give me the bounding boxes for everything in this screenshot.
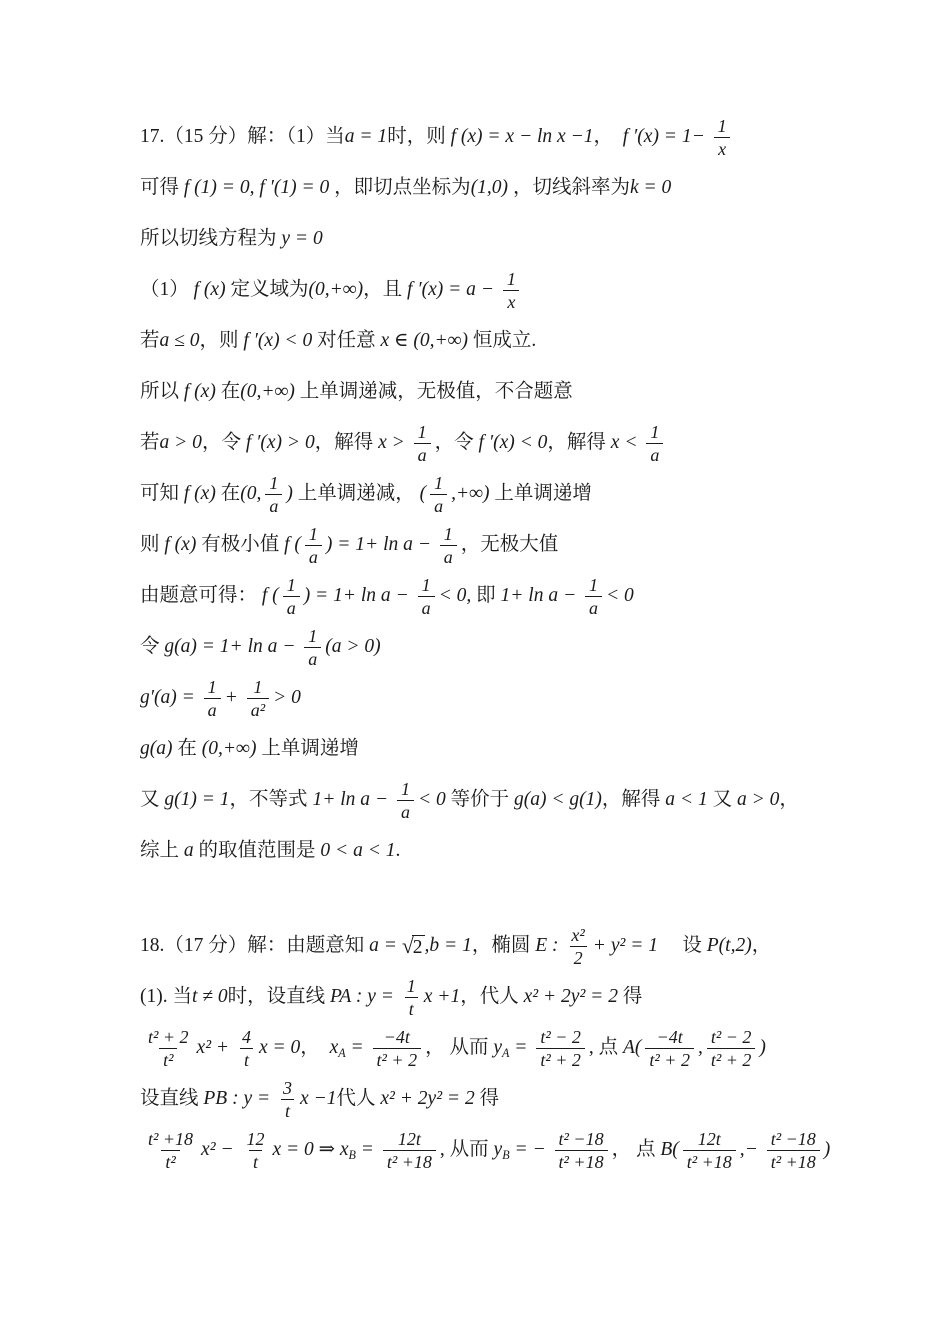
document-line: [140, 265, 890, 316]
text-run: 设: [657, 935, 707, 957]
text-run: 在: [172, 738, 202, 760]
math-run: (1,0): [470, 177, 509, 199]
text-run: 上单调递增: [256, 738, 359, 760]
fraction: [418, 575, 435, 618]
math-run: f (x): [183, 483, 216, 505]
text-run: 在: [215, 381, 241, 403]
math-run: g(a): [140, 738, 173, 760]
text-run: ，解得: [547, 432, 611, 454]
text-run: 得: [474, 1088, 500, 1110]
fraction: [536, 1027, 585, 1070]
fraction-numerator: 1: [308, 523, 318, 544]
math-run: ): [823, 1139, 831, 1161]
fraction-numerator: 4: [241, 1026, 251, 1047]
fraction-numerator: 1: [207, 676, 217, 697]
document-line: [140, 1074, 890, 1125]
text-run: 可得: [140, 177, 184, 199]
fraction: [585, 575, 602, 618]
question-18-solution: [140, 921, 890, 1176]
fraction: [767, 1129, 820, 1172]
text-run: 时，则: [387, 126, 451, 148]
fraction-numerator: 1: [253, 676, 263, 697]
document-line: [140, 673, 890, 724]
text-run: , 点: [588, 1037, 623, 1059]
math-run: f ′(x) = 1−: [622, 126, 710, 148]
fraction-numerator: −4t: [383, 1026, 410, 1047]
subscript-variable: $y_A$: [493, 1036, 510, 1061]
text-run: , 从而: [439, 1139, 494, 1161]
math-run: (: [419, 483, 427, 505]
subscript-variable: $x_A$: [329, 1036, 346, 1061]
math-run: P(t,2): [706, 935, 752, 957]
text-run: 在: [215, 483, 241, 505]
text-run: ，解得: [314, 432, 379, 454]
fraction-numerator: 1: [434, 472, 444, 493]
text-run: ，无极大值: [460, 534, 559, 556]
math-run: x² + 2y² = 2: [380, 1088, 475, 1110]
math-run: f (x): [183, 381, 216, 403]
text-run: ，且: [363, 279, 408, 301]
text-run: 上单调递减，: [292, 483, 420, 505]
fraction: [555, 1129, 608, 1172]
text-run: ， 点: [611, 1139, 661, 1161]
document-line: [140, 214, 890, 265]
fraction-numerator: 1: [308, 625, 318, 646]
math-run: =: [345, 1037, 369, 1059]
math-run: < 0,: [438, 585, 472, 607]
fraction-numerator: t² − 2: [710, 1026, 752, 1047]
math-run: g(a) < g(1): [514, 789, 602, 811]
math-run: k = 0: [629, 177, 672, 199]
math-run: a < 1: [665, 789, 708, 811]
math-run: > 0: [273, 687, 301, 709]
text-run: 有极小值: [196, 534, 285, 556]
text-run: 又: [140, 789, 165, 811]
fraction-denominator: a²: [247, 698, 269, 720]
text-run: ， 从而: [425, 1037, 494, 1059]
text-run: （1）: [140, 279, 194, 301]
fraction-numerator: t² −18: [770, 1128, 816, 1149]
fraction-denominator: a: [397, 800, 414, 822]
math-run: f ′(x) < 0: [478, 432, 548, 454]
document-line: [140, 418, 890, 469]
math-run: =: [509, 1037, 533, 1059]
fraction-denominator: t² + 2: [707, 1048, 756, 1070]
text-run: 即: [471, 585, 501, 607]
fraction-denominator: 2: [570, 946, 587, 968]
math-run: + y² = 1: [592, 935, 658, 957]
text-run: ，: [779, 789, 799, 811]
fraction: [247, 677, 269, 720]
math-run: x ∈ (0,+∞): [380, 330, 468, 352]
math-run: g(a) = 1+ ln a −: [164, 636, 301, 658]
fraction: [279, 1078, 296, 1121]
math-run: y = 0: [281, 228, 323, 250]
document-line: [140, 1125, 890, 1176]
fraction-numerator: −4t: [656, 1026, 683, 1047]
fraction-denominator: a: [585, 596, 602, 618]
text-run: 综上: [140, 840, 184, 862]
math-run: x² −: [201, 1139, 239, 1161]
fraction: [707, 1027, 756, 1070]
fraction: [305, 524, 322, 567]
text-run: ，不等式: [229, 789, 313, 811]
fraction-numerator: 1: [650, 421, 660, 442]
fraction: [414, 422, 431, 465]
text-run: 所以: [140, 381, 184, 403]
fraction: [430, 473, 447, 516]
fraction-numerator: t² +18: [148, 1128, 194, 1149]
fraction: [645, 1027, 694, 1070]
math-run: ) = 1+ ln a −: [303, 585, 414, 607]
fraction-numerator: t² − 2: [540, 1026, 581, 1047]
text-run: 由题意可得：: [140, 585, 262, 607]
math-run: a: [183, 840, 194, 862]
math-run: (0,+∞): [201, 738, 257, 760]
text-run: 若: [140, 432, 160, 454]
fraction-denominator: t: [240, 1048, 253, 1070]
fraction-denominator: t: [281, 1099, 294, 1121]
math-run: ,: [697, 1037, 703, 1059]
document-line: [140, 724, 890, 775]
math-run: a > 0: [159, 432, 202, 454]
fraction-denominator: t²: [159, 1048, 177, 1070]
document-line: [140, 469, 890, 520]
math-run: 0 < a < 1: [320, 840, 396, 862]
fraction-numerator: 1: [717, 115, 727, 136]
math-run: (0,: [240, 483, 262, 505]
text-run: ，令: [434, 432, 479, 454]
math-run: f (: [261, 585, 279, 607]
math-run: x = 0: [258, 1037, 301, 1059]
math-run: f ′(x) = a −: [407, 279, 499, 301]
fraction-numerator: t² −18: [558, 1128, 604, 1149]
math-run: f (x): [164, 534, 197, 556]
text-run: ，: [751, 935, 772, 957]
text-run: .: [395, 840, 401, 862]
fraction-denominator: t² +18: [555, 1150, 608, 1172]
fraction: [403, 976, 420, 1019]
math-run: x² +: [196, 1037, 234, 1059]
text-run: 若: [140, 330, 160, 352]
document-line: [140, 775, 890, 826]
math-run: PA : y =: [330, 986, 399, 1008]
math-run: x² + 2y² = 2: [523, 986, 618, 1008]
text-run: 令: [140, 636, 165, 658]
math-run: f ′(x) > 0: [245, 432, 315, 454]
document-line: [140, 826, 890, 877]
fraction-denominator: a: [304, 647, 321, 669]
radicand: 2: [412, 935, 425, 960]
document-line: [140, 972, 890, 1023]
math-run: f (x): [193, 279, 226, 301]
fraction-denominator: a: [418, 596, 435, 618]
fraction-numerator: 1: [400, 778, 410, 799]
fraction-numerator: t² + 2: [148, 1026, 189, 1047]
math-run: a = 1: [344, 126, 388, 148]
math-run: =: [355, 1139, 379, 1161]
text-run: 上单调递减，无极值，不合题意: [294, 381, 573, 403]
fraction-denominator: t: [405, 997, 418, 1019]
radical-sign: √: [401, 933, 414, 958]
math-run: ,b = 1: [424, 935, 472, 957]
fraction-denominator: x: [503, 290, 519, 312]
text-run: 可知: [140, 483, 184, 505]
text-run: 时，设直线: [227, 986, 331, 1008]
fraction: [242, 1129, 268, 1172]
fraction-denominator: x: [714, 137, 730, 159]
text-run: ，: [593, 126, 623, 148]
math-run: ,+∞): [451, 483, 490, 505]
fraction-denominator: t² + 2: [373, 1048, 422, 1070]
math-run: f (x) = x − ln x −1: [450, 126, 594, 148]
text-run: 的取值范围是: [193, 840, 321, 862]
text-run: 定义域为: [225, 279, 309, 301]
fraction-numerator: 12t: [397, 1128, 421, 1149]
fraction-denominator: t² +18: [683, 1150, 736, 1172]
fraction-numerator: 1: [269, 472, 279, 493]
fraction: [646, 422, 663, 465]
math-run: x = 0 ⇒: [272, 1139, 340, 1161]
fraction: [383, 1129, 436, 1172]
document-line: [140, 112, 890, 163]
fraction-denominator: a: [646, 443, 663, 465]
fraction: [683, 1129, 736, 1172]
math-run: < 0: [606, 585, 634, 607]
fraction-denominator: a: [305, 545, 322, 567]
text-run: 得: [617, 986, 643, 1008]
math-run: E :: [535, 935, 564, 957]
math-run: (0,+∞): [308, 279, 364, 301]
math-run: f ′(x) < 0: [243, 330, 313, 352]
math-run: ) = 1+ ln a −: [325, 534, 436, 556]
math-run: g′(a) =: [140, 687, 200, 709]
math-run: g(1) = 1: [164, 789, 230, 811]
text-run: ，解得: [601, 789, 666, 811]
math-run: x +1: [423, 986, 461, 1008]
sqrt-radical: [402, 933, 425, 960]
text-run: ，椭圆: [471, 935, 536, 957]
text-run: 18.（17 分）解：由题意知: [140, 935, 370, 957]
document-line: [140, 1023, 890, 1074]
text-run: 设直线: [140, 1088, 204, 1110]
text-run: ，令: [201, 432, 246, 454]
math-run: PB : y =: [203, 1088, 276, 1110]
text-run: 所以切线方程为: [140, 228, 282, 250]
fraction: [567, 925, 588, 968]
math-run: B(: [660, 1139, 679, 1161]
text-run: (1). 当: [140, 986, 192, 1008]
fraction-denominator: t² + 2: [536, 1048, 585, 1070]
math-run: = −: [509, 1139, 551, 1161]
fraction-numerator: 1: [406, 975, 416, 996]
math-run: x >: [378, 432, 410, 454]
math-run: ): [286, 483, 293, 505]
fraction: [440, 524, 457, 567]
fraction: [144, 1129, 197, 1172]
fraction-numerator: 1: [589, 574, 599, 595]
text-run: 代人: [336, 1088, 381, 1110]
fraction: [144, 1027, 193, 1070]
document-line: [140, 163, 890, 214]
fraction: [304, 626, 321, 669]
fraction-numerator: 1: [417, 421, 427, 442]
math-run: ,−: [739, 1139, 763, 1161]
fraction-denominator: a: [414, 443, 431, 465]
fraction: [238, 1027, 255, 1070]
document-line: [140, 571, 890, 622]
document-line: [140, 367, 890, 418]
fraction: [397, 779, 414, 822]
math-run: 1+ ln a −: [500, 585, 582, 607]
text-run: 则: [140, 534, 165, 556]
fraction-denominator: a: [283, 596, 300, 618]
fraction-denominator: t²: [161, 1150, 179, 1172]
text-run: 等价于: [445, 789, 514, 811]
document-line: [140, 520, 890, 571]
fraction-denominator: t² +18: [767, 1150, 820, 1172]
math-run: (0,+∞): [240, 381, 295, 403]
text-run: ，: [300, 1037, 330, 1059]
fraction: [714, 116, 731, 159]
math-run: +: [224, 687, 243, 709]
text-run: ，切线斜率为: [508, 177, 630, 199]
math-run: a =: [369, 935, 402, 957]
fraction-numerator: 1: [443, 523, 453, 544]
document-line: [140, 316, 890, 367]
document-line: [140, 622, 890, 673]
fraction-numerator: x²: [571, 924, 585, 945]
fraction-numerator: 1: [286, 574, 296, 595]
question-17-solution: [140, 112, 890, 877]
math-run: a ≤ 0: [159, 330, 200, 352]
fraction-denominator: t² +18: [383, 1150, 436, 1172]
fraction: [283, 575, 300, 618]
subscript-variable: $y_B$: [493, 1138, 510, 1163]
math-run: f (1) = 0, f ′(1) = 0: [183, 177, 330, 199]
text-run: 又: [707, 789, 737, 811]
document-line: [140, 921, 890, 972]
math-run: 1+ ln a −: [312, 789, 393, 811]
fraction-denominator: a: [430, 494, 447, 516]
text-run: ，代人: [460, 986, 524, 1008]
fraction: [373, 1027, 422, 1070]
math-run: < 0: [417, 789, 446, 811]
fraction-numerator: 1: [421, 574, 431, 595]
text-run: 对任意: [312, 330, 381, 352]
text-run: ，则: [199, 330, 244, 352]
text-run: ，即切点坐标为: [329, 177, 471, 199]
math-run: A(: [623, 1037, 642, 1059]
fraction-numerator: 12: [246, 1128, 265, 1149]
math-run: ): [759, 1037, 766, 1059]
math-run: x <: [610, 432, 643, 454]
fraction: [204, 677, 221, 720]
text-run: 上单调递增: [489, 483, 592, 505]
subscript-variable: $x_B$: [339, 1138, 356, 1163]
text-run: 恒成立.: [468, 330, 537, 352]
math-run: t ≠ 0: [192, 986, 228, 1008]
math-run: f (: [284, 534, 301, 556]
fraction-numerator: 12t: [697, 1128, 721, 1149]
fraction-numerator: 3: [283, 1077, 293, 1098]
math-run: x −1: [300, 1088, 337, 1110]
fraction: [503, 269, 520, 312]
fraction-denominator: a: [204, 698, 221, 720]
fraction-denominator: a: [440, 545, 457, 567]
fraction-denominator: a: [265, 494, 282, 516]
fraction-denominator: t: [249, 1150, 262, 1172]
math-run: (a > 0): [325, 636, 381, 658]
text-run: 17.（15 分）解：（1）当: [140, 126, 345, 148]
math-run: a > 0: [736, 789, 780, 811]
fraction: [265, 473, 282, 516]
fraction-denominator: t² + 2: [645, 1048, 694, 1070]
fraction-numerator: 1: [506, 268, 516, 289]
